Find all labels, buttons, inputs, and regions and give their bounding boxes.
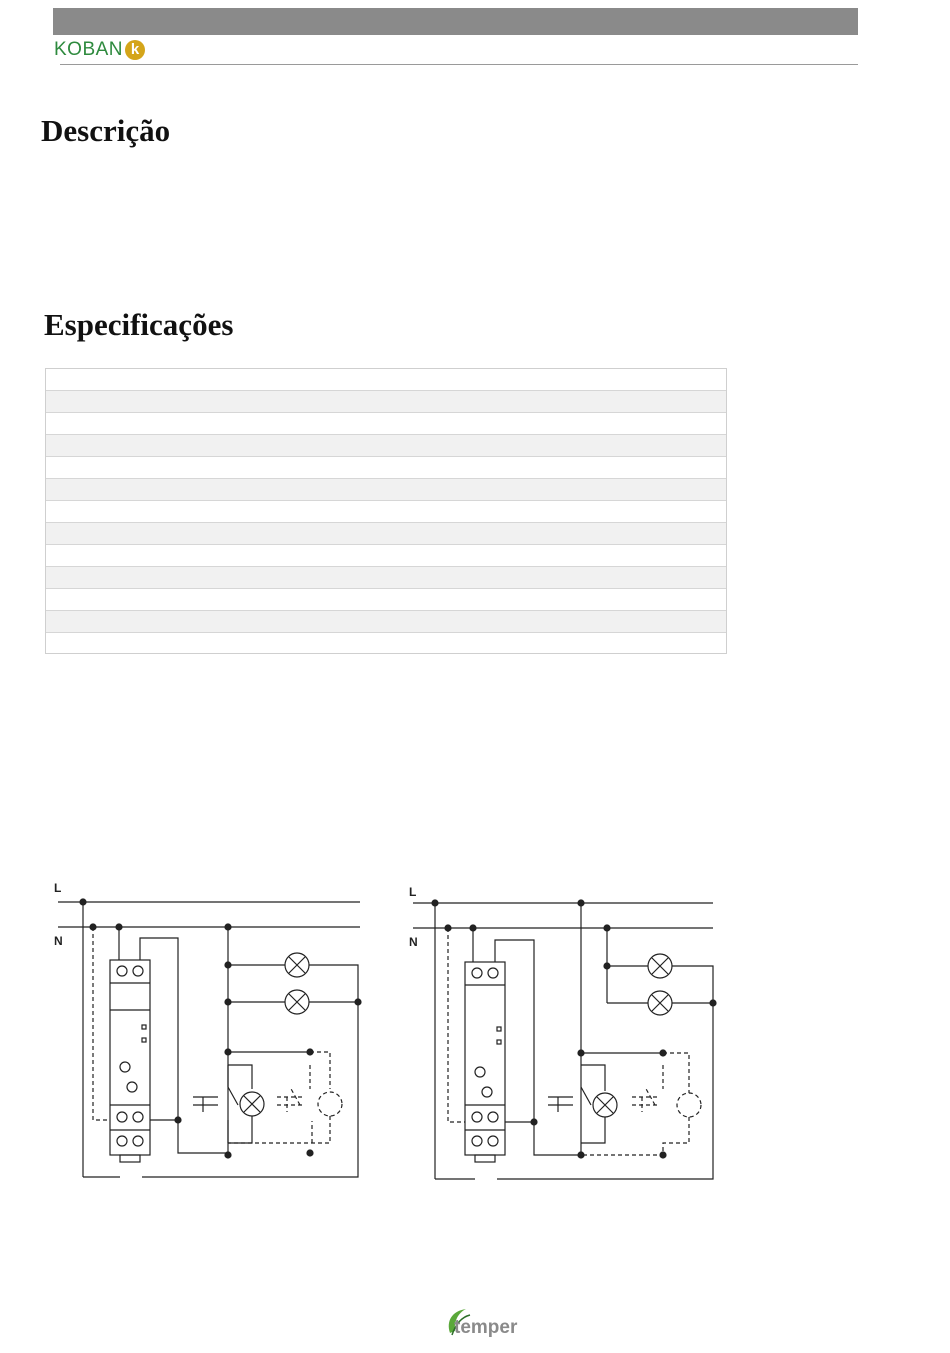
table-row bbox=[46, 545, 726, 567]
table-row bbox=[46, 589, 726, 611]
table-row bbox=[46, 413, 726, 435]
wiring-diagram-1 bbox=[40, 875, 370, 1190]
line-label: L bbox=[409, 885, 417, 899]
table-row bbox=[46, 391, 726, 413]
footer-logo bbox=[442, 1303, 532, 1343]
table-row bbox=[46, 633, 726, 655]
table-row bbox=[46, 435, 726, 457]
header-divider bbox=[60, 64, 858, 65]
description-heading: Descrição bbox=[41, 113, 171, 148]
brand-text: KOBAN bbox=[54, 39, 124, 60]
wiring-diagram-2 bbox=[395, 875, 725, 1190]
neutral-label: N bbox=[409, 935, 418, 949]
neutral-label: N bbox=[54, 934, 63, 948]
specifications-heading: Especificações bbox=[44, 307, 234, 342]
table-row bbox=[46, 369, 726, 391]
footer-logo-text: temper bbox=[454, 1317, 518, 1338]
top-bar bbox=[53, 8, 858, 35]
table-row bbox=[46, 567, 726, 589]
brand-mark-icon: k bbox=[125, 40, 145, 60]
table-row bbox=[46, 479, 726, 501]
brand-logo bbox=[54, 38, 145, 62]
table-row bbox=[46, 501, 726, 523]
specifications-table bbox=[45, 368, 727, 654]
table-row bbox=[46, 611, 726, 633]
table-row bbox=[46, 523, 726, 545]
line-label: L bbox=[54, 881, 62, 895]
table-row bbox=[46, 457, 726, 479]
